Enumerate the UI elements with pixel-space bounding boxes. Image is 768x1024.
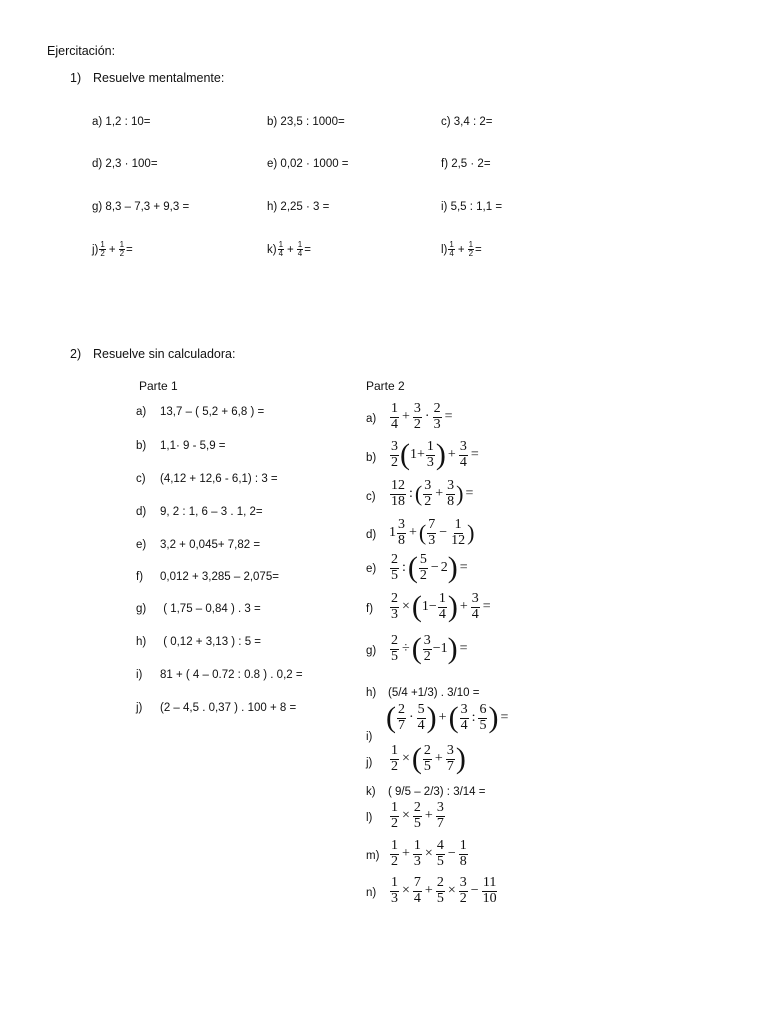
ex1-item-j [92, 241, 133, 259]
item-expr: (5/4 +1/3) . 3/10 = [388, 687, 480, 699]
ex1-item-g: g) 8,3 – 7,3 + 9,3 = [92, 201, 190, 213]
denominator: 2 [468, 249, 474, 259]
item-label: d) [136, 506, 147, 518]
exercise-1-number: 1) [70, 71, 82, 85]
item-expr: ( 1,75 – 0,84 ) . 3 = [160, 603, 261, 615]
part1-item-j [136, 702, 296, 714]
item-label: h) [136, 636, 147, 648]
numerator: 1 [100, 240, 105, 249]
item-expr: ( 0,12 + 3,13 ) : 5 = [160, 636, 262, 648]
part2-label-e: e) [366, 563, 377, 575]
part2-expr-n: $\frac{1}{3}$ × $\frac{7}{4}$ + $\frac{2}{5}$ × $\frac{3}{2}$ − $\frac{11}{10}$ [391, 875, 497, 906]
part2-expr-a: $\frac{1}{4}$ + $\frac{3}{2}$ · $\frac{2}{3}$ = [391, 401, 453, 432]
fraction [99, 241, 105, 259]
item-label: h) [366, 687, 377, 699]
operator: + [457, 243, 465, 256]
numerator: 1 [119, 240, 125, 249]
part2-label-g: g) [366, 645, 377, 657]
ex1-item-d: d) 2,3 · 100= [92, 158, 158, 170]
part1-item-f [136, 571, 279, 583]
denominator: 2 [100, 249, 105, 259]
part1-item-e [136, 539, 260, 551]
part1-item-b [136, 440, 226, 452]
item-label: j) [92, 243, 99, 256]
item-expr: 0,012 + 3,285 – 2,075= [160, 571, 279, 583]
part2-expr-b: $\frac{3}{2}$ ( 1+ $\frac{1}{3}$ ) + $\frac{3}{4}$ = [391, 438, 479, 472]
item-label: g) [136, 603, 147, 615]
item-label: a) [136, 406, 147, 418]
item-expr: (2 – 4,5 . 0,37 ) . 100 + 8 = [160, 702, 297, 714]
numerator: 1 [468, 240, 474, 249]
item-label: l) [441, 243, 448, 256]
part2-label-j: j) [366, 757, 373, 769]
item-label: f) [136, 571, 144, 583]
denominator: 4 [297, 249, 303, 259]
item-label: j) [136, 702, 143, 714]
item-expr: 13,7 – ( 5,2 + 6,8 ) = [160, 406, 265, 418]
part2-item-k [366, 786, 486, 798]
item-label: e) [136, 539, 147, 551]
ex1-item-f: f) 2,5 · 2= [441, 158, 491, 170]
ex1-item-c: c) 3,4 : 2= [441, 116, 493, 128]
ex1-item-e: e) 0,02 · 1000 = [267, 158, 349, 170]
item-label: k) [366, 786, 376, 798]
item-label: b) [136, 440, 147, 452]
part2-label-f: f) [366, 603, 374, 615]
part2-expr-j: $\frac{1}{2}$ × ( $\frac{2}{5}$ + $\frac{3}{7}$ ) [391, 742, 466, 776]
part2-expr-g: $\frac{2}{5}$ ÷ ( $\frac{3}{2}$ −1 ) = [391, 632, 468, 666]
ex1-item-b: b) 23,5 : 1000= [267, 116, 345, 128]
denominator: 4 [449, 249, 454, 259]
part1-item-g [136, 603, 261, 615]
fraction [297, 241, 303, 259]
equals: = [475, 243, 482, 256]
part2-expr-e: $\frac{2}{5}$ : ( $\frac{5}{2}$ − 2 ) = [391, 551, 468, 585]
operator: + [108, 243, 116, 256]
ex1-item-h: h) 2,25 · 3 = [267, 201, 330, 213]
part1-item-d [136, 506, 263, 518]
item-label: i) [136, 669, 143, 681]
page-heading: Ejercitación: [47, 44, 116, 58]
item-expr: 9, 2 : 1, 6 – 3 . 1, 2= [160, 506, 263, 518]
part2-expr-m: $\frac{1}{2}$ + $\frac{1}{3}$ × $\frac{4}{5}$ − $\frac{1}{8}$ [391, 838, 467, 869]
ex1-item-l [441, 241, 482, 259]
part2-label-l: l) [366, 812, 373, 824]
exercise-2-number: 2) [70, 347, 82, 361]
item-expr: 1,1· 9 - 5,9 = [160, 440, 226, 452]
ex1-item-a: a) 1,2 : 10= [92, 116, 151, 128]
fraction [119, 241, 125, 259]
numerator: 1 [449, 240, 454, 249]
denominator: 2 [119, 249, 125, 259]
equals: = [126, 243, 133, 256]
part2-expr-d: 1 $\frac{3}{8}$ + ( $\frac{7}{3}$ − $\frac{1}{12}$ ) [389, 517, 475, 548]
part1-item-c [136, 473, 278, 485]
item-label: k) [267, 243, 277, 256]
denominator: 4 [278, 249, 284, 259]
part2-label-m: m) [366, 850, 380, 862]
item-expr: (4,12 + 12,6 - 6,1) : 3 = [160, 473, 278, 485]
fraction [468, 241, 474, 259]
part2-expr-c: $\frac{12}{18}$ : ( $\frac{3}{2}$ + $\frac{3}{8}$ ) = [391, 478, 474, 509]
fraction [278, 241, 284, 259]
part1-item-h [136, 636, 261, 648]
part1-item-i [136, 669, 303, 681]
part2-expr-f: $\frac{2}{3}$ × ( 1− $\frac{1}{4}$ ) + $\frac{3}{4}$ = [391, 590, 491, 624]
numerator: 1 [278, 240, 284, 249]
item-expr: 81 + ( 4 – 0.72 : 0.8 ) . 0,2 = [160, 669, 303, 681]
part-1-title: Parte 1 [139, 379, 178, 393]
part-2-title: Parte 2 [366, 379, 405, 393]
item-expr: 3,2 + 0,045+ 7,82 = [160, 539, 261, 551]
item-expr: ( 9/5 – 2/3) : 3/14 = [388, 786, 486, 798]
part2-label-c: c) [366, 491, 376, 503]
part2-label-b: b) [366, 452, 377, 464]
numerator: 1 [297, 240, 303, 249]
part2-label-a: a) [366, 413, 377, 425]
fraction [448, 241, 454, 259]
ex1-item-k [267, 241, 311, 259]
part2-label-n: n) [366, 887, 377, 899]
part2-item-h [366, 687, 479, 699]
equals: = [304, 243, 311, 256]
exercise-2-title: Resuelve sin calculadora: [93, 347, 236, 361]
part2-label-i: i) [366, 731, 373, 743]
item-label: c) [136, 473, 146, 485]
exercise-1-title: Resuelve mentalmente: [93, 71, 225, 85]
part2-label-d: d) [366, 529, 377, 541]
operator: + [287, 243, 294, 256]
part2-expr-l: $\frac{1}{2}$ × $\frac{2}{5}$ + $\frac{3}{7}$ [391, 800, 444, 831]
ex1-item-i: i) 5,5 : 1,1 = [441, 201, 503, 213]
part1-item-a [136, 406, 264, 418]
part2-expr-i: ( $\frac{2}{7}$ · $\frac{5}{4}$ ) + ( $\frac{3}{4}$ : $\frac{6}{5}$ ) = [386, 701, 509, 735]
